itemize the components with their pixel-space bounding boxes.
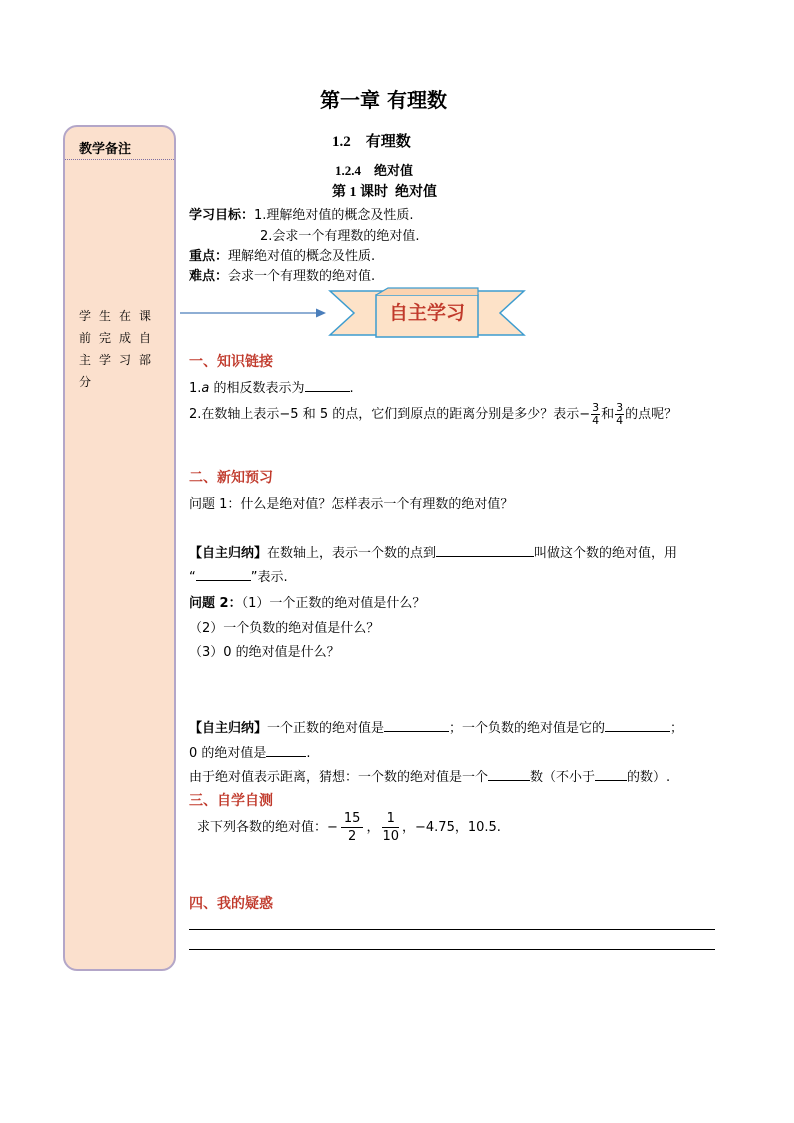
q2-text-pre: 2.在数轴上表示−5 和 5 的点，它们到原点的距离分别是多少？表示− <box>189 407 591 422</box>
q2-text-mid: 和 <box>601 407 615 422</box>
lesson-title: 第 1 课时 绝对值 <box>332 185 437 200</box>
part1-question-2 <box>189 402 677 427</box>
part2-summary-1-line-2 <box>189 566 288 585</box>
part3-task <box>197 810 501 846</box>
fraction-numerator: 3 <box>592 401 600 414</box>
guess-text-pre: 由于绝对值表示距离，猜想：一个数的绝对值是一个 <box>189 770 489 785</box>
fraction-numerator: 1 <box>382 810 399 828</box>
key-point-line <box>189 245 375 264</box>
arrow-icon <box>178 306 328 320</box>
fraction-denominator: 10 <box>382 829 400 844</box>
q1-end: . <box>349 381 354 396</box>
self-study-banner <box>328 285 526 341</box>
summary-label: 【自主归纳】 <box>189 546 268 561</box>
summary2-line2-text: 0 的绝对值是 <box>189 746 267 761</box>
summary-label: 【自主归纳】 <box>189 721 268 736</box>
guess-text-end: 的数）. <box>627 770 671 785</box>
q2-text-post: 的点呢？ <box>625 407 678 422</box>
fraction-denominator: 2 <box>348 829 357 844</box>
teaching-notes-sidebar <box>63 125 176 971</box>
summary1-blank-2 <box>196 568 251 581</box>
summary2-text-mid: ；一个负数的绝对值是它的 <box>449 721 606 736</box>
sidebar-note: 学生在课前完成自主学习部分 <box>79 309 160 389</box>
sidebar-title: 教学备注 <box>79 142 132 157</box>
part2-question-2 <box>189 592 425 611</box>
key-point-text: 理解绝对值的概念及性质. <box>228 249 376 264</box>
part4-heading: 四、我的疑惑 <box>189 896 273 912</box>
guess-blank-2 <box>595 768 627 781</box>
guess-blank-1 <box>488 768 530 781</box>
sidebar-header <box>65 127 174 160</box>
objectives-label: 学习目标： <box>189 208 255 223</box>
q1-number: 1. <box>189 381 202 396</box>
objective-item-2: 2.会求一个有理数的绝对值. <box>260 229 420 244</box>
fraction-three-quarters-2 <box>615 402 624 427</box>
task-text-post: ，−4.75，10.5. <box>402 820 501 835</box>
difficulty-text: 会求一个有理数的绝对值. <box>228 269 376 284</box>
fraction-numerator: 3 <box>616 401 624 414</box>
fraction-denominator: 4 <box>592 414 600 427</box>
part1-heading: 一、知识链接 <box>189 354 273 370</box>
part2-summary-2-line-1 <box>189 717 683 736</box>
summary1-text-pre: 在数轴上，表示一个数的点到 <box>267 546 437 561</box>
q1-variable: a <box>201 381 210 396</box>
summary2-blank-2 <box>605 719 670 732</box>
task-separator: ， <box>366 820 380 835</box>
part2-question-1: 问题 1：什么是绝对值？怎样表示一个有理数的绝对值？ <box>189 497 514 512</box>
question2-b: （2）一个负数的绝对值是什么？ <box>189 621 380 636</box>
key-point-label: 重点： <box>189 249 229 264</box>
question2-c: （3）0 的绝对值是什么？ <box>189 645 340 660</box>
q1-blank <box>305 379 350 392</box>
summary2-line2-end: . <box>306 746 311 761</box>
q1-text: 的相反数表示为 <box>209 381 305 396</box>
fraction-numerator: 15 <box>341 810 364 828</box>
question2-label: 问题 2： <box>189 596 242 611</box>
chapter-title: 第一章 有理数 <box>320 88 447 112</box>
difficulty-label: 难点： <box>189 269 229 284</box>
question2-a: （1）一个正数的绝对值是什么？ <box>241 596 426 611</box>
section-title: 1.2 有理数 <box>332 134 411 150</box>
fraction-three-quarters-1 <box>591 402 600 427</box>
answer-line-2 <box>189 949 715 950</box>
part2-summary-2-line-2 <box>189 742 311 761</box>
guess-text-mid: 数（不小于 <box>530 770 596 785</box>
part2-heading: 二、新知预习 <box>189 470 273 486</box>
part2-summary-1-line-1 <box>189 542 677 561</box>
task-text-pre: 求下列各数的绝对值：− <box>197 820 338 835</box>
summary2-text-end: ； <box>670 721 684 736</box>
quote-close: ”表示. <box>250 570 288 585</box>
banner-text: 自主学习 <box>388 302 465 324</box>
part2-guess <box>189 766 670 785</box>
summary1-text-post: 叫做这个数的绝对值，用 <box>534 546 678 561</box>
part1-question-1 <box>189 377 354 396</box>
answer-line-1 <box>189 929 715 930</box>
difficulty-line <box>189 265 375 284</box>
objectives-line-1 <box>189 204 414 223</box>
quote-open: “ <box>189 570 196 585</box>
fraction-denominator: 4 <box>616 414 624 427</box>
fraction-fifteen-halves <box>341 810 364 845</box>
summary2-blank-3 <box>266 744 306 757</box>
summary2-blank-1 <box>384 719 449 732</box>
summary1-blank-1 <box>436 544 534 557</box>
summary2-text-pre: 一个正数的绝对值是 <box>267 721 385 736</box>
subsection-title: 1.2.4 绝对值 <box>335 163 414 178</box>
fraction-one-tenth <box>382 810 399 845</box>
part3-heading: 三、自学自测 <box>189 793 273 809</box>
objective-item-1: 1.理解绝对值的概念及性质. <box>254 208 414 223</box>
